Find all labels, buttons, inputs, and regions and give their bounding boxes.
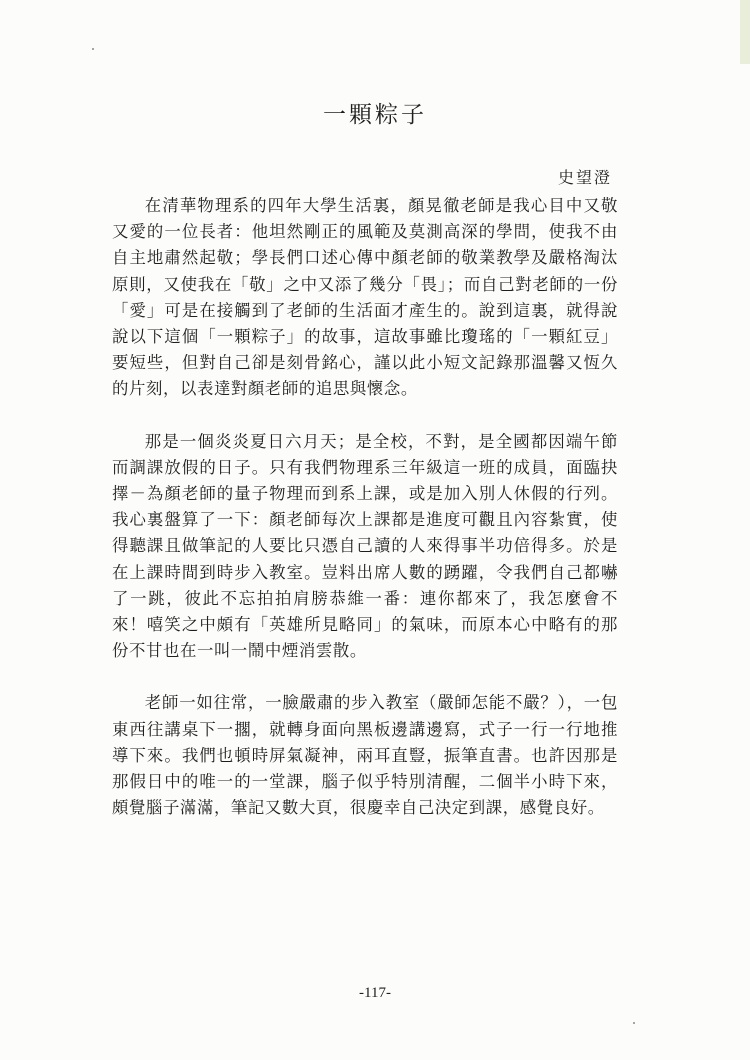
page-edge-mark [740, 0, 750, 64]
paragraph-1: 在清華物理系的四年大學生活裏，顏晃徹老師是我心目中又敬又愛的一位長者：他坦然剛正的風範及莫測高深的學問，使我不由自主地肅然起敬；學長們口述心傳中顏老師的敬業教學及嚴格淘汰原則，又使我在「敬」之中又添了幾分「畏」；而自己對老師的一份「愛」可是在接觸到了老師的生活面才產生的。說到這裏，就得說說以下這個「一顆粽子」的故事，這故事雖比瓊瑤的「一顆紅豆」要短些，但對自己卻是刻骨銘心，謹以此小短文記錄那溫馨又恆久的片刻，以表達對顏老師的追思與懷念。 [112, 196, 618, 399]
paragraph-3: 老師一如往常，一臉嚴肅的步入教室（嚴師怎能不嚴？），一包東西往講桌下一擱，就轉身面向黑板邊講邊寫，式子一行一行地推導下來。我們也頓時屏氣凝神，兩耳直豎，振筆直書。也許因那是那假日中的唯一的一堂課，腦子似乎特別清醒，二個半小時下來，頗覺腦子滿滿，筆記又數大頁，很慶幸自己決定到課，感覺良好。 [112, 693, 618, 818]
paragraph-2: 那是一個炎炎夏日六月天；是全校，不對，是全國都因端午節而調課放假的日子。只有我們物理系三年級這一班的成員，面臨抉擇－為顏老師的量子物理而到系上課，或是加入別人休假的行列。我心裏盤算了一下：顏老師每次上課都是進度可觀且內容紮實，使得聽課且做筆記的人要比只憑自己讀的人來得事半功倍得多。於是在上課時間到時步入教室。豈料出席人數的踴躍，令我們自己都嚇了一跳，彼此不忘拍拍肩膀恭維一番：連你都來了，我怎麼會不來！嘻笑之中頗有「英雄所見略同」的氣味，而原本心中略有的那份不甘也在一叫一鬧中煙消雲散。 [112, 431, 618, 661]
article-body [112, 193, 618, 821]
page-number: -117- [359, 985, 391, 1001]
author-name: 史望澄 [557, 168, 612, 187]
scan-speck [92, 48, 94, 50]
scan-speck [633, 1022, 635, 1024]
document-title: 一顆粽子 [323, 102, 427, 128]
